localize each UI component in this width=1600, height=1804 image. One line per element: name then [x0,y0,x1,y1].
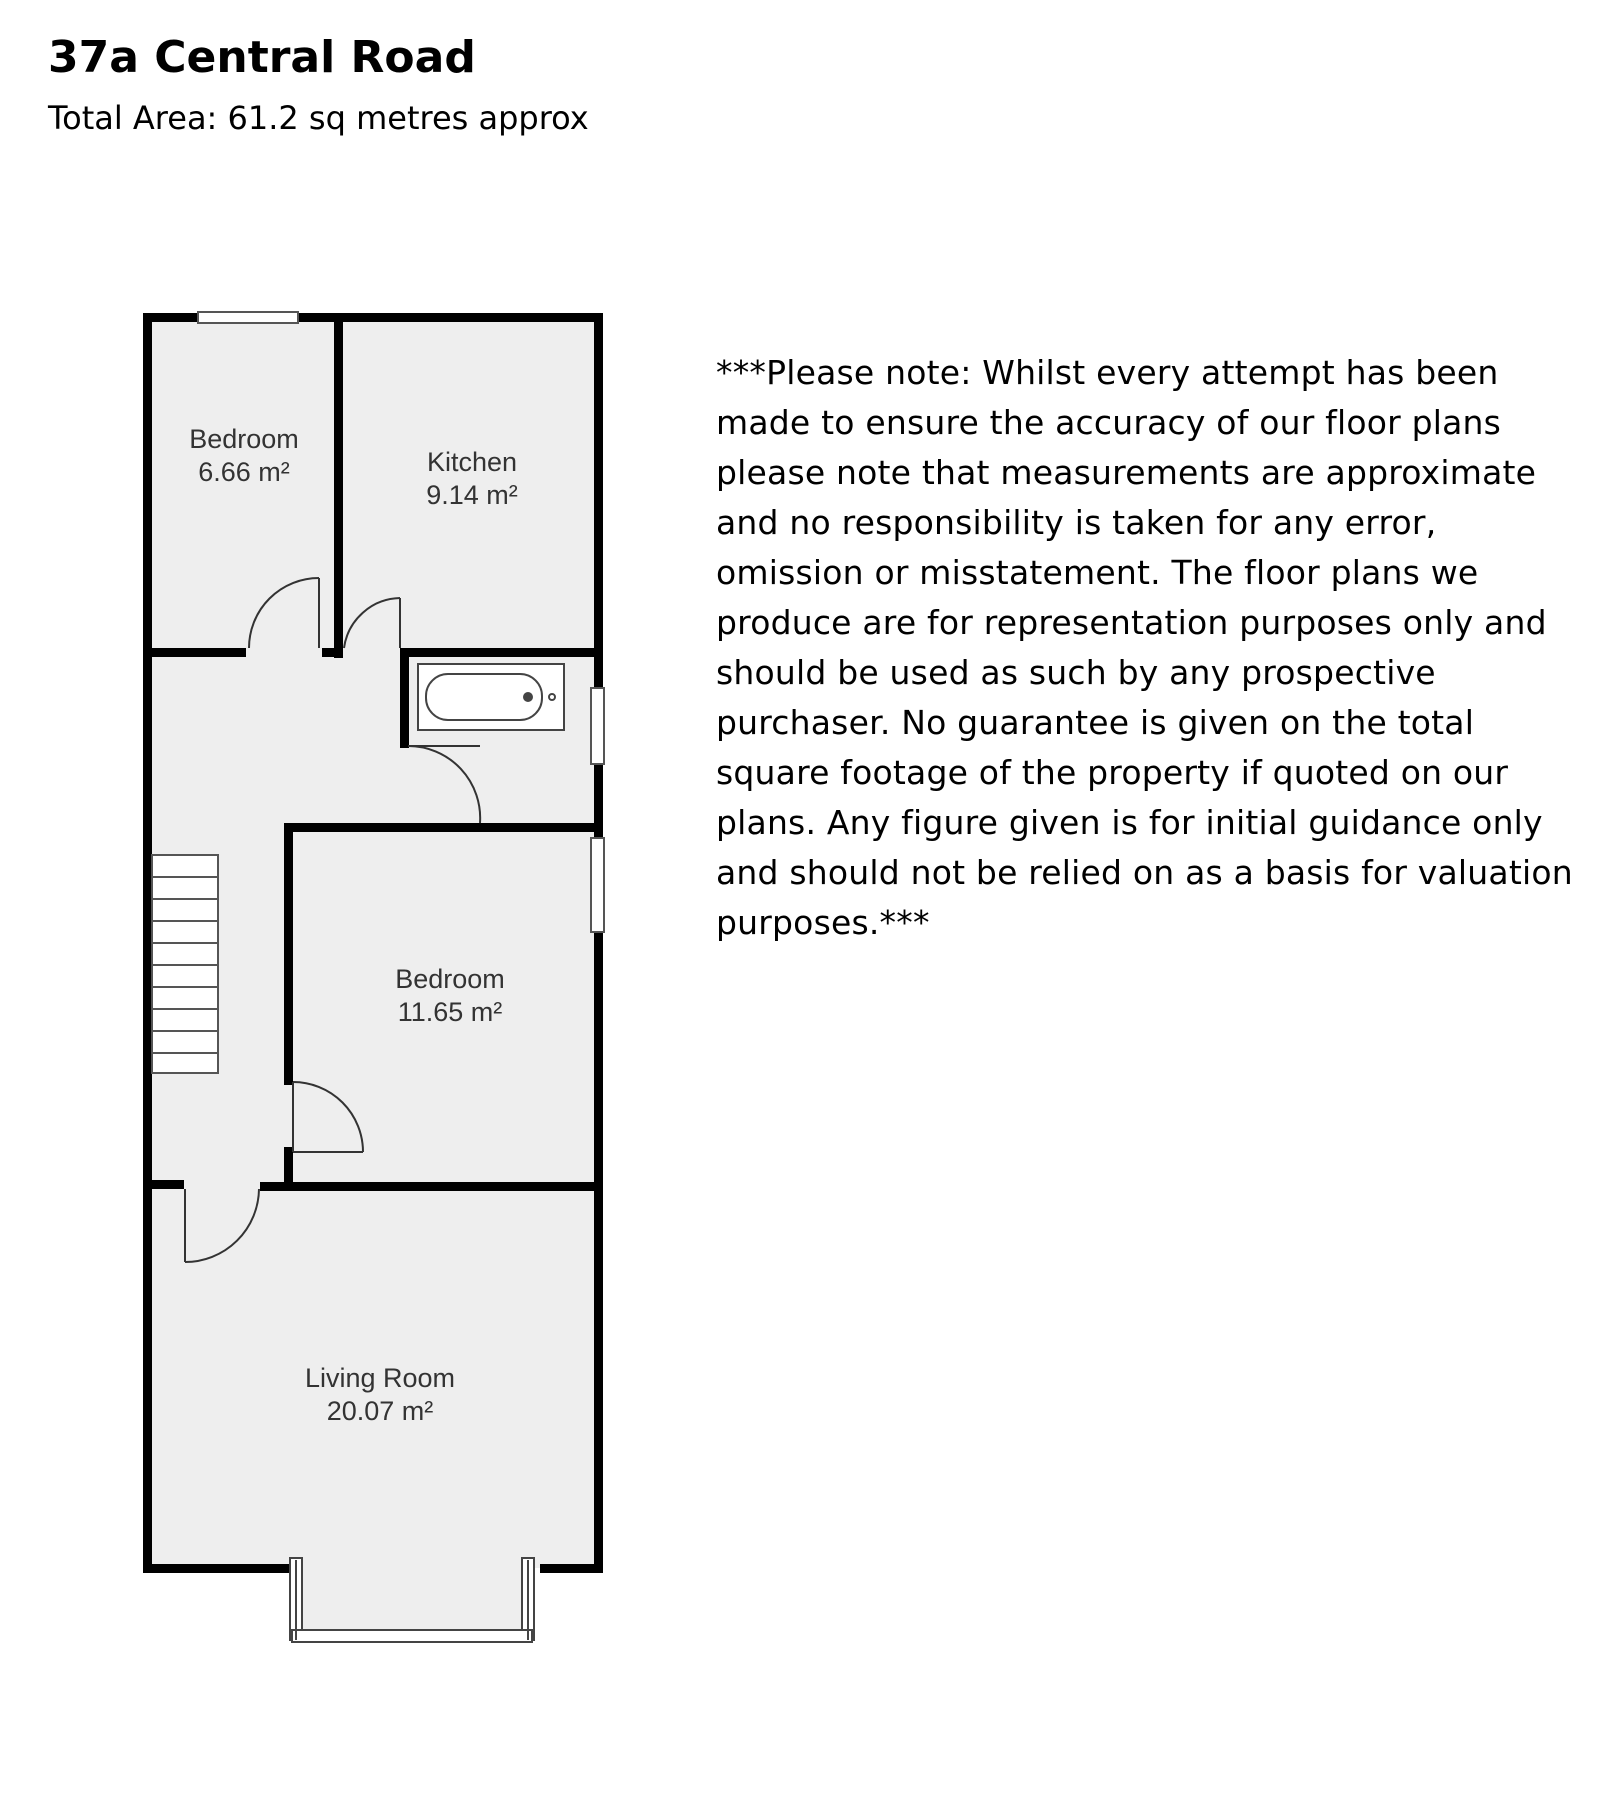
wall-bedroom2-left-top [284,823,293,1085]
room-area-kitchen: 9.14 m² [426,480,518,510]
room-label-bedroom-1: Bedroom [189,424,299,454]
wall-bedroom2-left-bottom [284,1147,293,1185]
disclaimer-note: ***Please note: Whilst every attempt has been made to ensure the accuracy of our floor plans please note that measurements are approximate and no responsibility is taken for any error, omission or misstatement. The floor plans we produce are for representation purposes only and should be used as such by any prospective purchaser. No guarantee is given on the total square footage of the property if quoted on our plans. Any figure given is for initial guidance only and should not be relied on as a basis for valuation purposes.*** [716,353,1573,942]
room-area-bedroom-2: 11.65 m² [397,997,503,1027]
wall-bathroom-left [400,648,409,748]
window-bedroom-top [198,312,298,323]
window-bedroom-right [591,838,604,932]
wall-bedroom1-bottom [146,648,246,657]
room-area-living-room: 20.07 m² [326,1396,434,1426]
wall-living-top-right [260,1182,596,1191]
window-bathroom [591,688,604,764]
wall-bedroom-kitchen [334,318,343,658]
plan-title: 37a Central Road [48,32,476,83]
room-area-bedroom-1: 6.66 m² [198,457,290,487]
room-label-bedroom-2: Bedroom [395,964,505,994]
wall-hall-stub [322,648,342,657]
total-area: Total Area: 61.2 sq metres approx [48,99,589,137]
outer-wall-bottom-left [143,1564,293,1573]
wall-bathroom-bottom [284,823,596,832]
stairs [152,855,218,1073]
wall-living-top-left [146,1180,184,1189]
room-label-kitchen: Kitchen [426,447,518,477]
outer-wall-right [594,313,603,1573]
bathtub-icon [418,664,564,730]
outer-wall-left [143,313,152,1573]
room-label-living-room: Living Room [304,1363,456,1393]
wall-kitchen-bottom [400,648,596,657]
outer-wall-bottom-right [540,1564,603,1573]
